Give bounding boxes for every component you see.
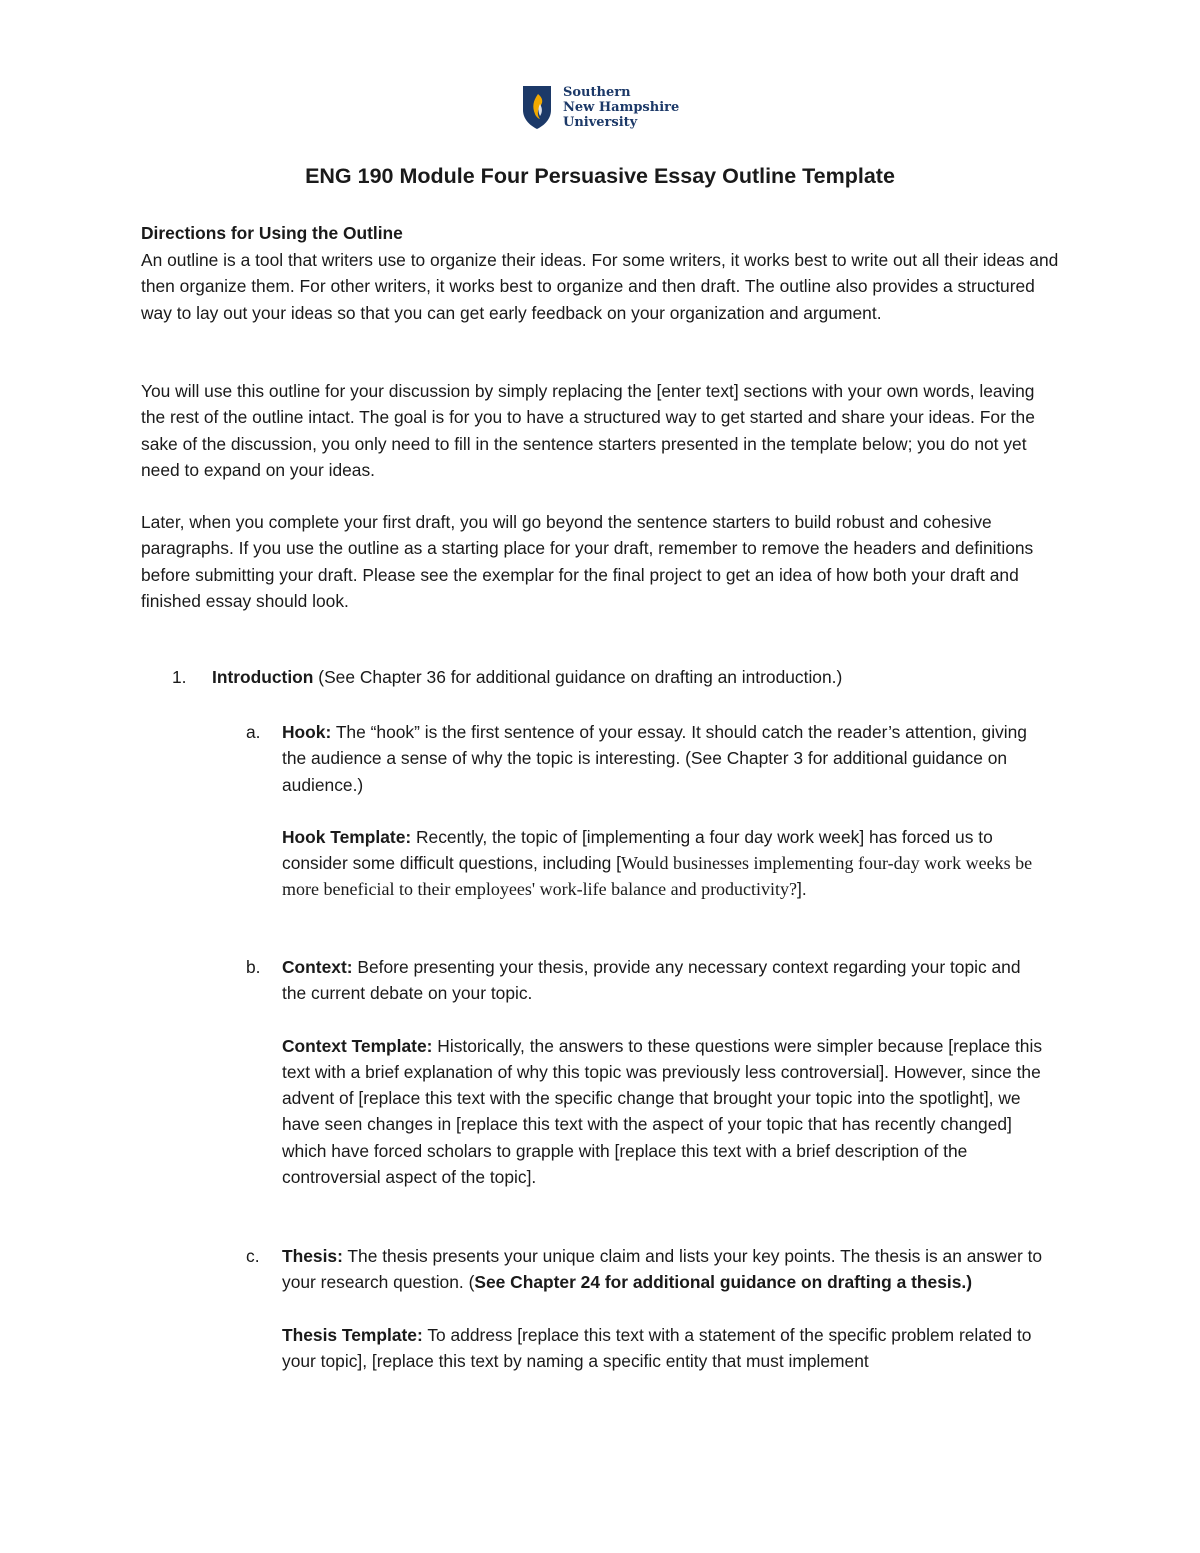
logo-line-3: University bbox=[563, 114, 638, 130]
outline-item-hook bbox=[246, 719, 1046, 903]
item-label: Context: bbox=[282, 957, 353, 977]
template-text: Recently, the topic of [implementing a four day work week] has forced us to consider some difficult questions, including [ bbox=[282, 826, 993, 874]
template-label: Context Template: bbox=[282, 1035, 433, 1056]
item-description bbox=[282, 719, 1046, 798]
template-label: Hook Template: bbox=[282, 826, 412, 847]
template-text-end: ]. bbox=[797, 879, 807, 900]
item-letter: b. bbox=[246, 957, 261, 977]
template-text: Historically, the answers to these questions were simpler because [replace this text with a brief explanation of why this topic was previously less controversial]. However, since the advent of [replace this text with the specific change that brought your topic into the spotlight], we have seen changes in [replace this text with the aspect of your topic that has recently changed] which have forced scholars to grapple with [replace this text with a brief description of the controversial aspect of the topic]. bbox=[282, 1035, 1043, 1188]
item-description bbox=[282, 1243, 1046, 1296]
item-label: Hook: bbox=[282, 722, 332, 742]
item-text: The thesis presents your unique claim and lists your key points. The thesis is an answer to your research question. ( bbox=[282, 1246, 1043, 1293]
outline-item-context bbox=[246, 954, 1046, 1190]
item-label: Thesis: bbox=[282, 1246, 343, 1266]
directions-heading: Directions for Using the Outline bbox=[141, 223, 403, 243]
hook-template bbox=[282, 824, 1046, 903]
logo-wordmark bbox=[563, 85, 679, 130]
document-title: ENG 190 Module Four Persuasive Essay Outline Template bbox=[305, 164, 895, 188]
item-text: The “hook” is the first sentence of your essay. It should catch the reader’s attention, giving the audience a sense of why the topic is interesting. (See Chapter 3 for additional guidance on audience.) bbox=[282, 722, 1027, 795]
directions-paragraph-3: Later, when you complete your first draft, you will go beyond the sentence starters to build robust and cohesive paragraphs. If you use the outline as a starting place for your draft, remember to remove the headers and definitions before submitting your draft. Please see the exemplar for the final project to get an idea of how both your draft and finished essay should look. bbox=[141, 512, 1034, 611]
directions-paragraph-2: You will use this outline for your discussion by simply replacing the [enter text] sections with your own words, leaving the rest of the outline intact. The goal is for you to have a structured way to get started and share your ideas. For the sake of the discussion, you only need to fill in the sentence starters presented in the template below; you do not yet need to expand on your ideas. bbox=[141, 381, 1035, 480]
directions-paragraph-1: An outline is a tool that writers use to organize their ideas. For some writers, it works best to write out all their ideas and then organize them. For other writers, it works best to organize and then draft. The outline also provides a structured way to lay out your ideas so that you can get early feedback on your organization and argument. bbox=[141, 250, 1059, 323]
section-label: Introduction bbox=[212, 667, 314, 687]
logo-line-1: Southern bbox=[563, 84, 631, 100]
item-text: Before presenting your thesis, provide any necessary context regarding your topic and the current debate on your topic. bbox=[282, 957, 1021, 1004]
item-letter: a. bbox=[246, 722, 261, 742]
context-template bbox=[282, 1033, 1046, 1191]
template-text: To address [replace this text with a statement of the specific problem related to your topic], [replace this text by naming a specific entity that must implement bbox=[282, 1324, 1032, 1371]
flame-shield-icon bbox=[521, 84, 553, 130]
logo-line-2: New Hampshire bbox=[563, 99, 680, 115]
template-answer: Would businesses implementing four-day work weeks be more beneficial to their employees' work-life balance and productivity? bbox=[282, 853, 1033, 900]
outline-item-thesis bbox=[246, 1243, 1046, 1374]
item-letter: c. bbox=[246, 1246, 260, 1266]
section-introduction bbox=[172, 664, 1052, 690]
university-logo bbox=[521, 84, 679, 130]
item-bold-note: See Chapter 24 for additional guidance on drafting a thesis.) bbox=[474, 1272, 973, 1293]
template-label: Thesis Template: bbox=[282, 1324, 423, 1345]
section-note: (See Chapter 36 for additional guidance on drafting an introduction.) bbox=[318, 667, 843, 687]
item-description bbox=[282, 954, 1046, 1007]
thesis-template bbox=[282, 1322, 1046, 1375]
section-number: 1. bbox=[172, 667, 187, 687]
